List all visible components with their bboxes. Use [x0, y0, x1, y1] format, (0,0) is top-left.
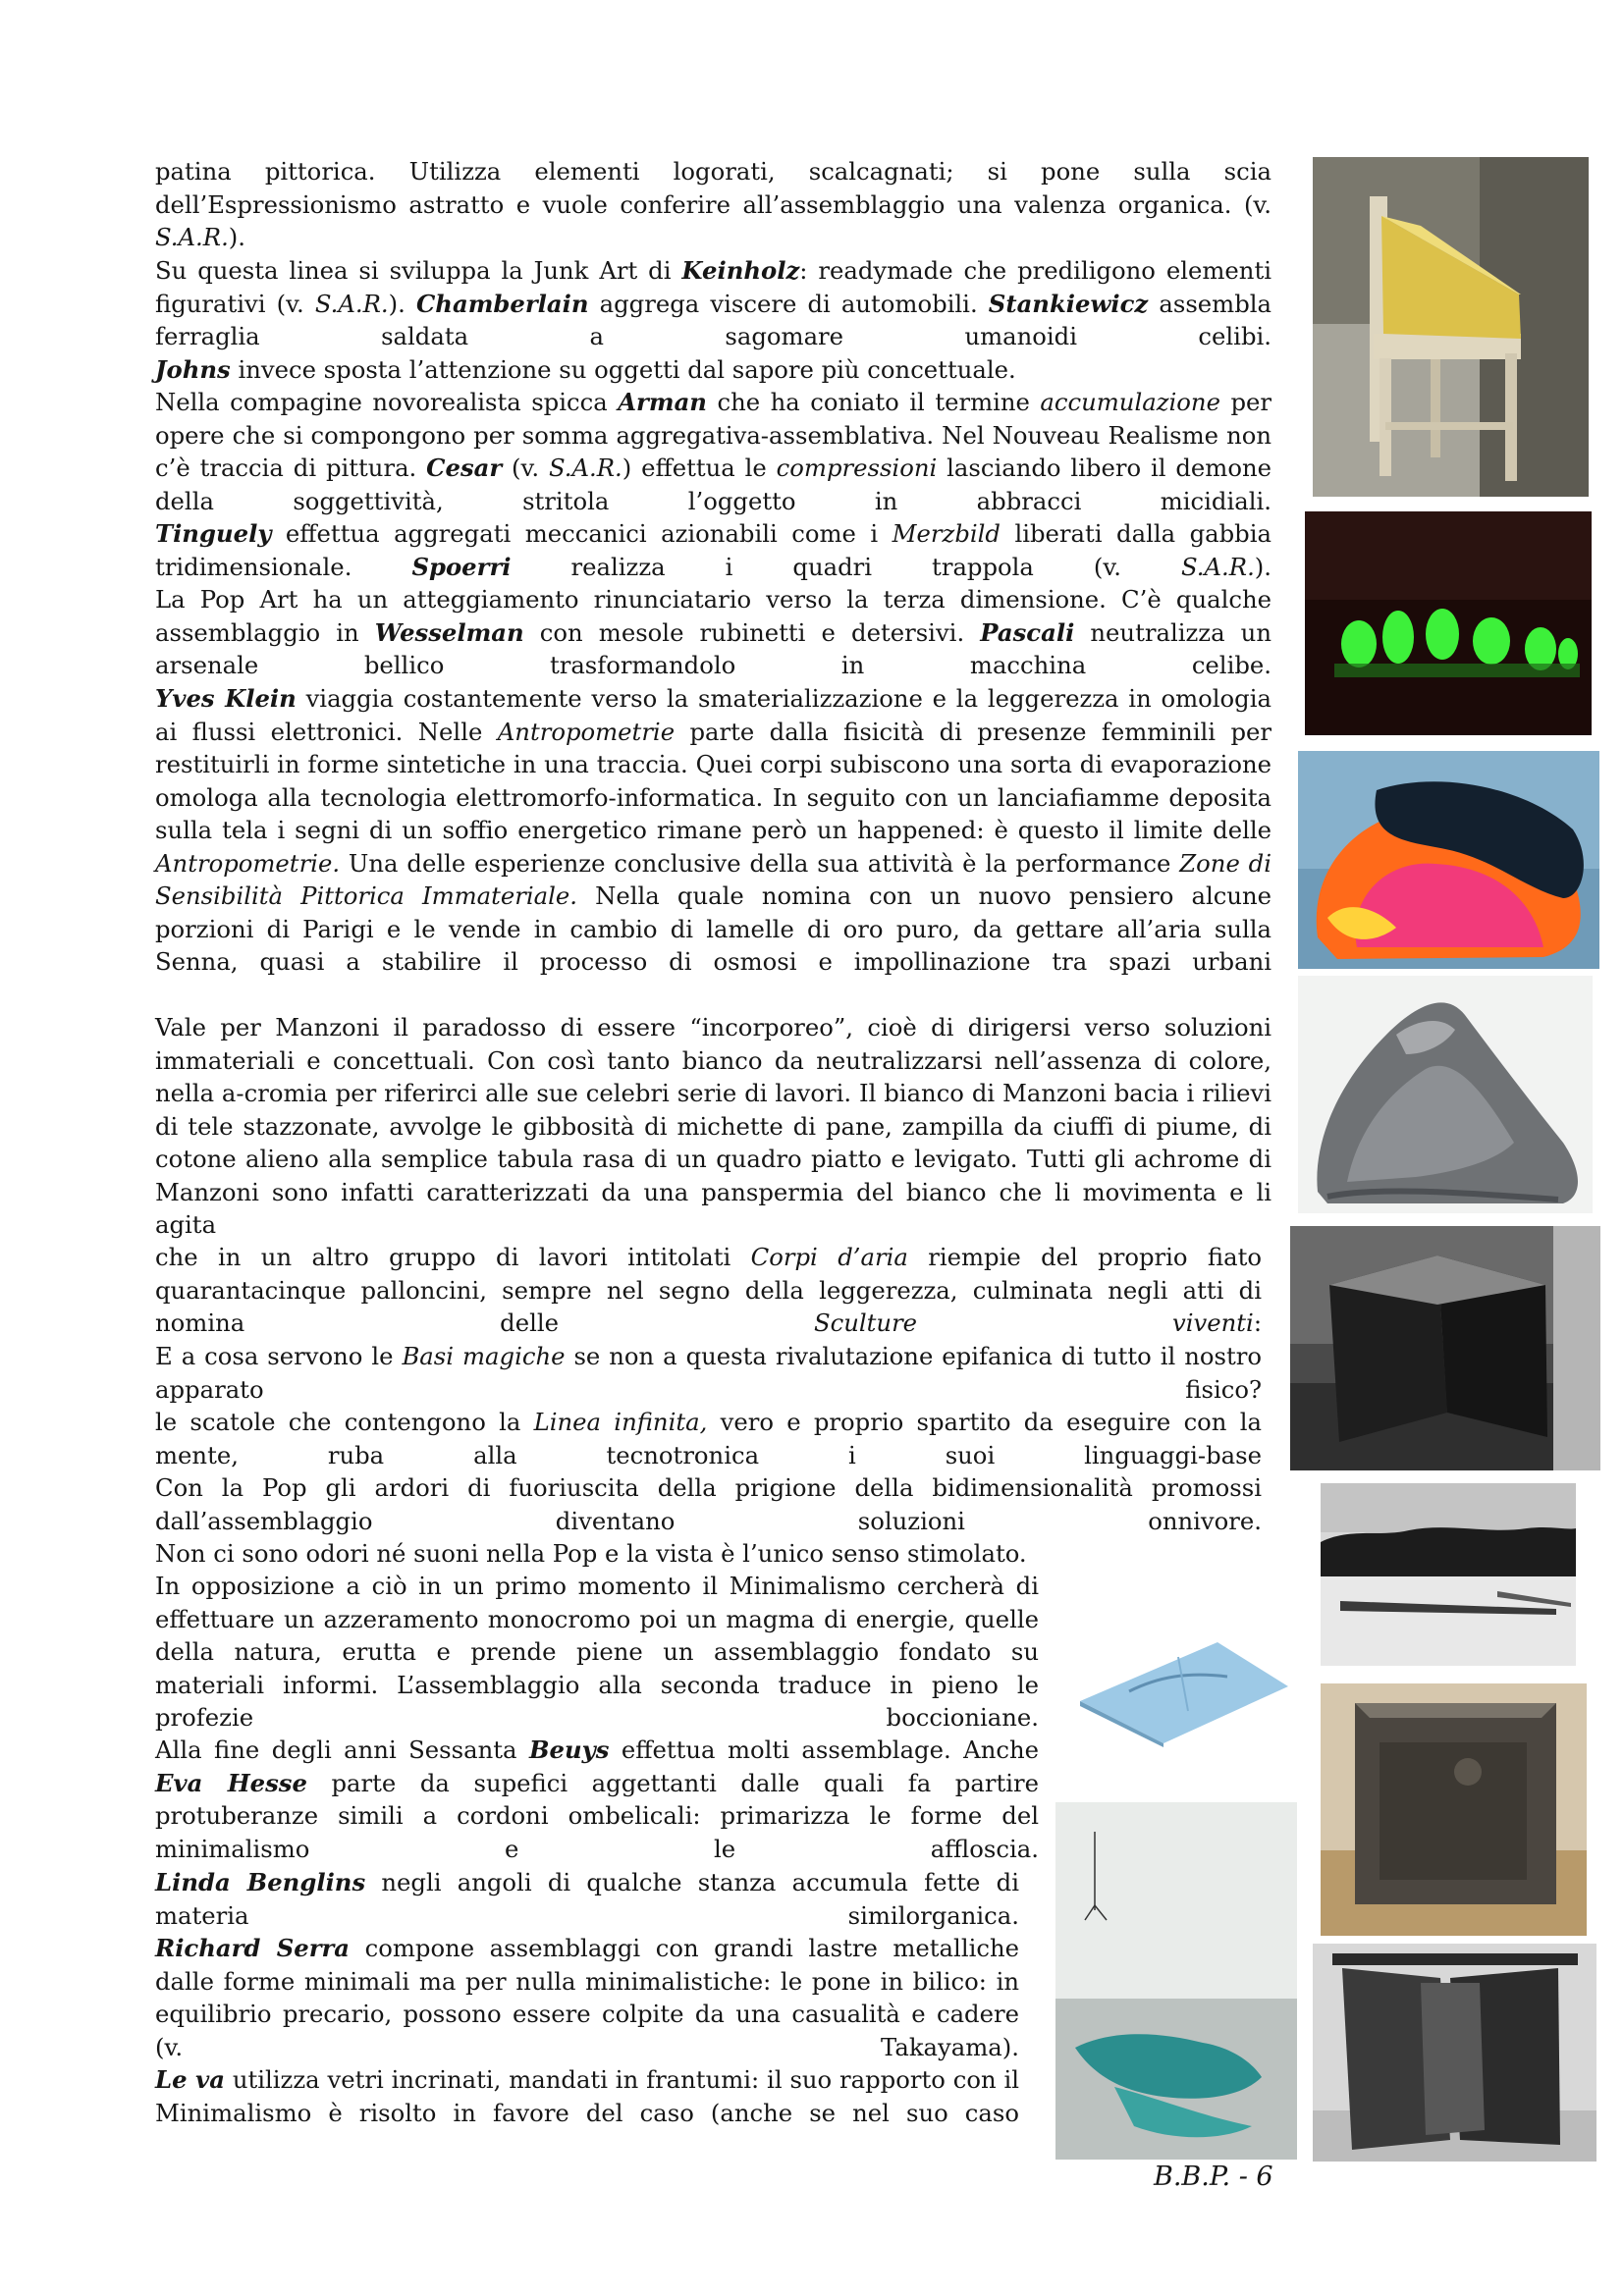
artist-name: Pascali — [980, 617, 1075, 647]
emphasis-text: Antropometrie. — [155, 848, 341, 878]
paragraph: che in un altro gruppo di lavori intitolati Corpi d’aria riempie del proprio fiato quarantacinque palloncini, sempre nel segno della leggerezza, culminata negli atti di nomina delle Sculture viventi: — [155, 1243, 1262, 1337]
paragraph: Tinguely effettua aggregati meccanici azionabili come i Merzbild liberati dalla gabbia tridimensionale. Spoerri realizza i quadri trappola (v. S.A.R.). — [155, 519, 1271, 581]
emphasis-text: accumulazione — [1040, 388, 1220, 416]
paragraph: Johns invece sposta l’attenzione su oggetti dal sapore più concettuale. — [155, 355, 1016, 384]
paragraph: Su questa linea si sviluppa la Junk Art di Keinholz: readymade che prediligono elementi figurativi (v. S.A.R.). Chamberlain aggrega viscere di automobili. Stankiewicz assembla ferraglia saldata a sagomare umanoidi celibi. — [155, 256, 1272, 350]
artwork-image-landscape-bw — [1321, 1483, 1576, 1666]
artwork-image-green-figures — [1305, 511, 1592, 735]
emphasis-text: Basi magiche — [402, 1342, 566, 1370]
emphasis-text: Sculture viventi — [813, 1308, 1254, 1337]
artwork-image-metal-box-bw — [1290, 1226, 1600, 1470]
paragraph: In opposizione a ciò in un primo momento il Minimalismo cercherà di effettuare un azzeramento monocromo poi un magma di energie, quelle della natura, erutta e prende piene un assemblaggio fondato su materiali informi. L’assemblaggio alla seconda traduce in pieno le profezie boccioniane. — [155, 1572, 1039, 1732]
paragraph: Linda Benglins negli angoli di qualche stanza accumula fette di materia similorganica. — [155, 1868, 1019, 1930]
paragraph: Richard Serra compone assemblaggi con grandi lastre metalliche dalle forme minimali ma per nulla minimalistiche: le pone in bilico: in equilibrio precario, possono essere colpite da una casualità e cadere (v. Takayama). — [155, 1934, 1019, 2061]
paragraph: Vale per Manzoni il paradosso di essere “incorporeo”, cioè di dirigersi verso soluzioni immateriali e concettuali. Con così tanto bianco da neutralizzarsi nell’assenza di colore, nella a-cromia per riferirci alle sue celebri serie di lavori. Il bianco di Manzoni bacia i rilievi di tele stazzonate, avvolge le gibbosità di michette di pane, zampilla da ciuffi di piume, di cotone alieno alla semplice tabula rasa di un quadro piatto e levigato. Tutti gli achrome di Manzoni sono infatti caratterizzati da una panspermia del bianco che li movimenta e li agita — [155, 1013, 1271, 1239]
artwork-image-chair — [1313, 157, 1589, 497]
artwork-image-steel-cube — [1321, 1683, 1587, 1936]
paragraph: E a cosa servono le Basi magiche se non a questa rivalutazione epifanica di tutto il nostro apparato fisico? — [155, 1342, 1262, 1404]
artwork-image-grey-mass — [1298, 976, 1593, 1213]
artist-name: Chamberlain — [415, 289, 589, 318]
artwork-image-colored-mass — [1298, 751, 1599, 969]
paragraph: le scatole che contengono la Linea infinita, vero e proprio spartito da eseguire con la mente, ruba alla tecnotronica i suoi linguaggi-base — [155, 1408, 1262, 1469]
paragraph: Yves Klein viaggia costantemente verso la smaterializzazione e la leggerezza in omologia ai flussi elettronici. Nelle Antropometrie parte dalla fisicità di presenze femminili per restituirli in forme sintetiche in una traccia. Quei corpi subiscono una sorta di evaporazione omologa alla tecnologia elettromorfo-informatica. In seguito con un lanciafiamme deposita sulla tela i segni di un soffio energetico rimane però un happened: è questo il limite delle Antropometrie. Una delle esperienze conclusive della sua attività è la performance Zone di Sensibilità Pittorica Immateriale. Nella quale nomina con un nuovo pensiero alcune porzioni di Parigi e le vende in cambio di lamelle di oro puro, da gettare all’aria sulla Senna, quasi a stabilire il processo di osmosi e impollinazione tra spazi urbani — [155, 684, 1272, 976]
artist-name: Beuys — [528, 1735, 610, 1764]
artist-name: Richard Serra — [155, 1934, 351, 1962]
artist-name: Linda Benglins — [155, 1868, 366, 1896]
artist-name: Tinguely — [155, 519, 272, 548]
emphasis-text: Merzbild — [892, 519, 1001, 548]
emphasis-text: S.A.R. — [155, 223, 229, 251]
artist-name: Keinholz — [681, 256, 800, 285]
paragraph: patina pittorica. Utilizza elementi logorati, scalcagnati; si pone sulla scia dell’Espressionismo astratto e vuole conferire all’assemblaggio una valenza organica. (v. S.A.R.). — [155, 157, 1271, 251]
artist-name: Wesselman — [374, 617, 524, 647]
paragraph: La Pop Art ha un atteggiamento rinunciatario verso la terza dimensione. C’è qualche assemblaggio in Wesselman con mesole rubinetti e detersivi. Pascali neutralizza un arsenale bellico trasformandolo in macchina celibe. — [155, 585, 1271, 679]
artist-name: Spoerri — [411, 552, 512, 581]
paragraph: Nella compagine novorealista spicca Arman che ha coniato il termine accumulazione per opere che si compongono per somma aggregativa-assemblativa. Nel Nouveau Realisme non c’è traccia di pittura. Cesar (v. S.A.R.) effettua le compressioni lasciando libero il demone della soggettività, stritola l’oggetto in abbracci micidiali. — [155, 388, 1272, 515]
artwork-image-blue-sheet — [1070, 1618, 1291, 1747]
artist-name: Johns — [155, 355, 231, 384]
paragraph: Con la Pop gli ardori di fuoriuscita della prigione della bidimensionalità promossi dall’assemblaggio diventano soluzioni onnivore. — [155, 1473, 1262, 1535]
paragraph: Le va utilizza vetri incrinati, mandati in frantumi: il suo rapporto con il Minimalismo è risolto in favore del caso (anche se nel suo caso — [155, 2065, 1019, 2127]
emphasis-text: compressioni — [776, 454, 938, 482]
artist-name: Yves Klein — [155, 684, 297, 713]
paragraph: Non ci sono odori né suoni nella Pop e la vista è l’unico senso stimolato. — [155, 1539, 1027, 1568]
artwork-image-glass-floor — [1055, 1802, 1297, 2160]
emphasis-text: S.A.R. — [314, 289, 389, 318]
emphasis-text: Antropometrie — [497, 717, 676, 746]
artwork-image-leaning-plates — [1313, 1944, 1596, 2162]
page-footer: B.B.P. - 6 — [1154, 2162, 1273, 2192]
emphasis-text: Corpi d’aria — [750, 1243, 908, 1271]
emphasis-text: S.A.R. — [1181, 552, 1255, 581]
artist-name: Eva Hesse — [155, 1768, 307, 1797]
emphasis-text: Zone di Sensibilità Pittorica Immateriale. — [155, 848, 1272, 910]
artist-name: Cesar — [426, 454, 503, 482]
artist-name: Arman — [618, 388, 707, 416]
artist-name: Le va — [155, 2065, 225, 2094]
emphasis-text: S.A.R. — [548, 454, 622, 482]
artist-name: Stankiewicz — [988, 289, 1149, 318]
paragraph: Alla fine degli anni Sessanta Beuys effettua molti assemblage. Anche Eva Hesse parte da supefici aggettanti dalle quali fa partire protuberanze simili a cordoni ombelicali: primarizza le forme del minimalismo e le affloscia. — [155, 1735, 1039, 1863]
emphasis-text: Linea infinita, — [533, 1408, 708, 1436]
